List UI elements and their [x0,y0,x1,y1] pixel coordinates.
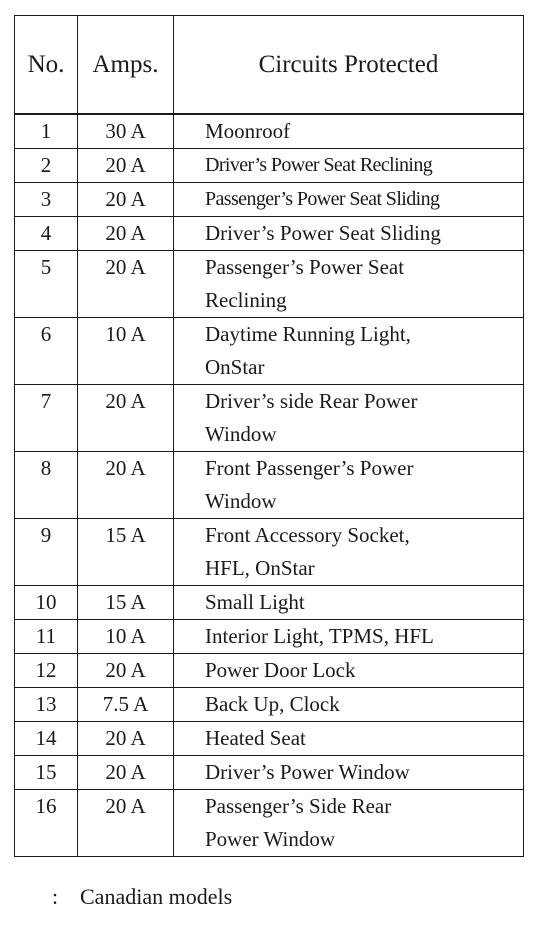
fuse-number: 8 [15,452,78,519]
fuse-circuit [174,217,524,251]
table-row [15,722,524,756]
table-row [15,586,524,620]
fuse-circuit [174,790,524,857]
table-row [15,452,524,519]
fuse-circuit [174,183,524,217]
circuit-line: Power Window [205,827,336,851]
fuse-circuit [174,452,524,519]
table-row [15,183,524,217]
circuit-line: HFL, OnStar [205,556,315,580]
circuit-line: Reclining [205,288,287,312]
fuse-amperage: 20 A [78,452,174,519]
circuit-line: Driver’s Power Seat Sliding [205,221,441,245]
fuse-amperage: 10 A [78,318,174,385]
fuse-number: 11 [15,620,78,654]
fuse-number: 2 [15,149,78,183]
circuit-line: Front Passenger’s Power [205,456,414,480]
table-row [15,251,524,318]
circuit-line: Heated Seat [205,726,306,750]
fuse-number: 13 [15,688,78,722]
circuit-line: Back Up, Clock [205,692,340,716]
header-amps: Amps. [78,16,174,115]
fuse-circuit [174,114,524,149]
fuse-amperage: 10 A [78,620,174,654]
circuit-line: Interior Light, TPMS, HFL [205,624,434,648]
footnote-symbol: : [52,884,59,909]
circuit-line: Power Door Lock [205,658,356,682]
fuse-circuit [174,318,524,385]
fuse-number: 9 [15,519,78,586]
fuse-number: 16 [15,790,78,857]
table-row [15,385,524,452]
circuit-line: Driver’s Power Seat Reclining [205,154,433,176]
fuse-circuit [174,620,524,654]
table-row [15,217,524,251]
circuit-line: Window [205,489,277,513]
table-row [15,149,524,183]
fuse-circuit [174,722,524,756]
fuse-table-header [15,16,524,115]
table-row [15,688,524,722]
fuse-number: 5 [15,251,78,318]
fuse-table-body [15,114,524,857]
fuse-number: 14 [15,722,78,756]
footnote [52,882,232,912]
header-no: No. [15,16,78,115]
fuse-number: 12 [15,654,78,688]
fuse-number: 4 [15,217,78,251]
fuse-amperage: 20 A [78,217,174,251]
fuse-amperage: 20 A [78,251,174,318]
fuse-circuit [174,519,524,586]
circuit-line: Window [205,422,277,446]
fuse-amperage: 20 A [78,183,174,217]
fuse-circuit [174,586,524,620]
circuit-line: Daytime Running Light, [205,322,411,346]
fuse-amperage: 20 A [78,790,174,857]
fuse-amperage: 20 A [78,722,174,756]
fuse-amperage: 20 A [78,654,174,688]
footnote-text: Canadian models [80,884,233,909]
circuit-line: Front Accessory Socket, [205,523,410,547]
circuit-line: Passenger’s Power Seat Sliding [205,188,440,210]
fuse-number: 7 [15,385,78,452]
fuse-amperage: 20 A [78,149,174,183]
fuse-table [14,15,524,857]
fuse-number: 3 [15,183,78,217]
fuse-number: 6 [15,318,78,385]
circuit-line: Passenger’s Power Seat [205,255,405,279]
circuit-line: Driver’s Power Window [205,760,410,784]
circuit-line: OnStar [205,355,265,379]
circuit-line: Driver’s side Rear Power [205,389,418,413]
table-row [15,756,524,790]
fuse-amperage: 20 A [78,756,174,790]
fuse-amperage: 15 A [78,586,174,620]
fuse-amperage: 30 A [78,114,174,149]
table-row [15,318,524,385]
fuse-amperage: 20 A [78,385,174,452]
fuse-circuit [174,756,524,790]
header-row [15,16,524,115]
fuse-amperage: 15 A [78,519,174,586]
fuse-circuit [174,654,524,688]
fuse-circuit [174,149,524,183]
fuse-circuit [174,251,524,318]
table-row [15,620,524,654]
table-row [15,790,524,857]
fuse-number: 1 [15,114,78,149]
table-row [15,519,524,586]
table-row [15,654,524,688]
table-row [15,114,524,149]
circuit-line: Passenger’s Side Rear [205,794,392,818]
circuit-line: Moonroof [205,119,291,143]
fuse-number: 15 [15,756,78,790]
fuse-number: 10 [15,586,78,620]
circuit-line: Small Light [205,590,305,614]
fuse-circuit [174,688,524,722]
header-circuits: Circuits Protected [174,16,524,115]
fuse-circuit [174,385,524,452]
fuse-amperage: 7.5 A [78,688,174,722]
